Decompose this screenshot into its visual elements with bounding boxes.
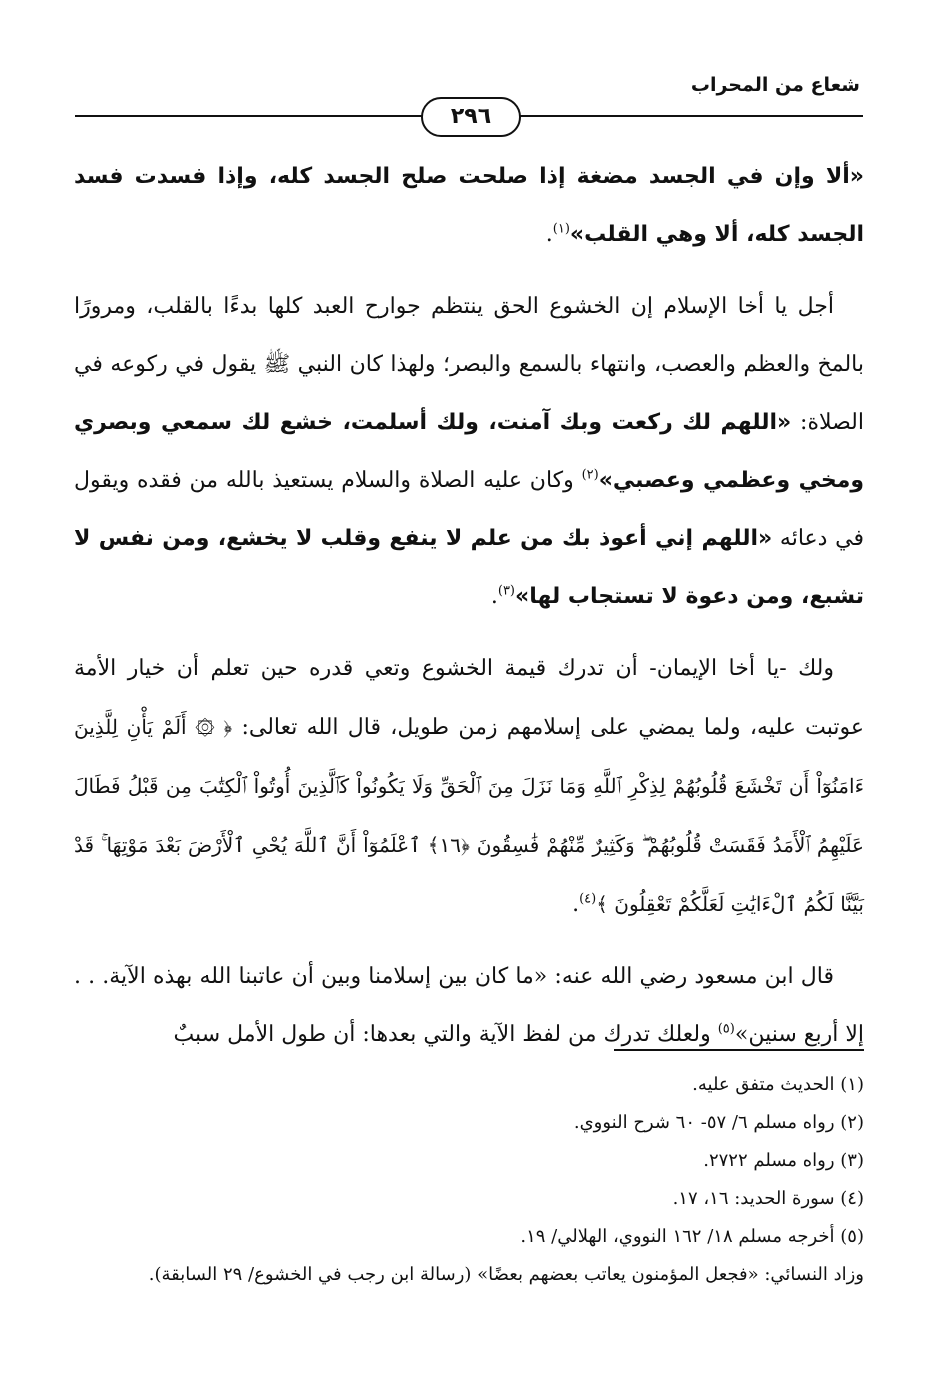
footnote: (٢) رواه مسلم ٦/ ٥٧- ٦٠ شرح النووي. [573,1112,864,1133]
footnote-reference: (٢) [581,467,599,483]
footnote-reference: (٥) [717,1021,735,1037]
paragraph-text: قال ابن مسعود رضي الله عنه: «ما كان بين إسلامنا وبين أن عاتبنا الله بهذه الآية. . . إلا أربع سنين» [74,964,864,1047]
hadith-quote: «اللهم إني أعوذ بك من علم لا ينفع وقلب لا يخشع، ومن نفس لا تشبع، ومن دعوة لا تستجاب لها» [74,526,864,609]
footnote: (٣) رواه مسلم ٢٧٢٢. [703,1150,864,1171]
paragraph [74,640,864,934]
footnote: (٤) سورة الحديد: ١٦، ١٧. [672,1188,864,1209]
footnotes [74,1066,864,1294]
paragraph-text: . [572,892,580,917]
paragraph-text: . [545,222,553,247]
footnote: وزاد النسائي: «فجعل المؤمنون يعاتب بعضهم بعضًا» (رسالة ابن رجب في الخشوع/ ٢٩ السابقة). [148,1264,864,1285]
footnote: (٥) أخرجه مسلم ١٨/ ١٦٢ النووي، الهلالي/ ١٩. [520,1226,864,1247]
page-number: ٢٩٦ [421,97,521,137]
footnote-separator [614,1049,864,1051]
quran-verse: ﴿ ۞ أَلَمْ يَأْنِ لِلَّذِينَ ءَامَنُوٓاْ أَن تَخْشَعَ قُلُوبُهُمْ لِذِكْرِ ٱللَّهِ وَمَا نَزَلَ مِنَ ٱلْحَقِّ وَلَا يَكُونُواْ كَٱلَّذِينَ أُوتُواْ ٱلْكِتَٰبَ مِن قَبْلُ فَطَالَ عَلَيْهِمُ ٱلْأَمَدُ فَقَسَتْ قُلُوبُهُمْ ۖ وَكَثِيرٌ مِّنْهُمْ فَٰسِقُونَ ﴿١٦﴾ ٱعْلَمُوٓاْ أَنَّ ٱللَّهَ يُحْىِ ٱلْأَرْضَ بَعْدَ مَوْتِهَا ۚ قَدْ بَيَّنَّا لَكُمُ ٱلْءَايَٰتِ لَعَلَّكُمْ تَعْقِلُونَ ﴾ [74,715,864,916]
footnote-reference: (٤) [579,891,597,907]
main-text [74,148,864,1078]
footnote: (١) الحديث متفق عليه. [692,1074,864,1095]
paragraph-text: ولعلك تدرك من لفظ الآية والتي بعدها: أن طول الأمل سببٌ [173,1022,718,1047]
hadith-quote: «اللهم لك ركعت وبك آمنت، ولك أسلمت، خشع لك سمعي وبصري ومخي وعظمي وعصبي» [74,410,864,493]
paragraph-text: وكان عليه الصلاة والسلام يستعيذ بالله من فقده ويقول في دعائه [74,468,864,551]
paragraph-text: أجل يا أخا الإسلام إن الخشوع الحق ينتظم جوارح العبد كلها بدءًا بالقلب، ومرورًا بالمخ والعظم والعصب، وانتهاء بالسمع والبصر؛ ولهذا كان النبي ﷺ يقول في ركوعه في الصلاة: [74,294,864,435]
footnote-reference: (١) [552,221,570,237]
paragraph-text: . [490,584,498,609]
paragraph [74,148,864,264]
footnote-reference: (٣) [497,583,515,599]
running-title: شعاع من المحراب [690,74,860,96]
paragraph-text: ولك -يا أخا الإيمان- أن تدرك قيمة الخشوع وتعي قدره حين تعلم أن خيار الأمة عوتبت عليه، ولما يمضي على إسلامهم زمن طويل، قال الله تعالى: [74,656,864,740]
paragraph [74,948,864,1064]
paragraph [74,278,864,626]
hadith-quote: «ألا وإن في الجسد مضغة إذا صلحت صلح الجسد كله، وإذا فسدت فسد الجسد كله، ألا وهي القلب» [74,164,864,247]
